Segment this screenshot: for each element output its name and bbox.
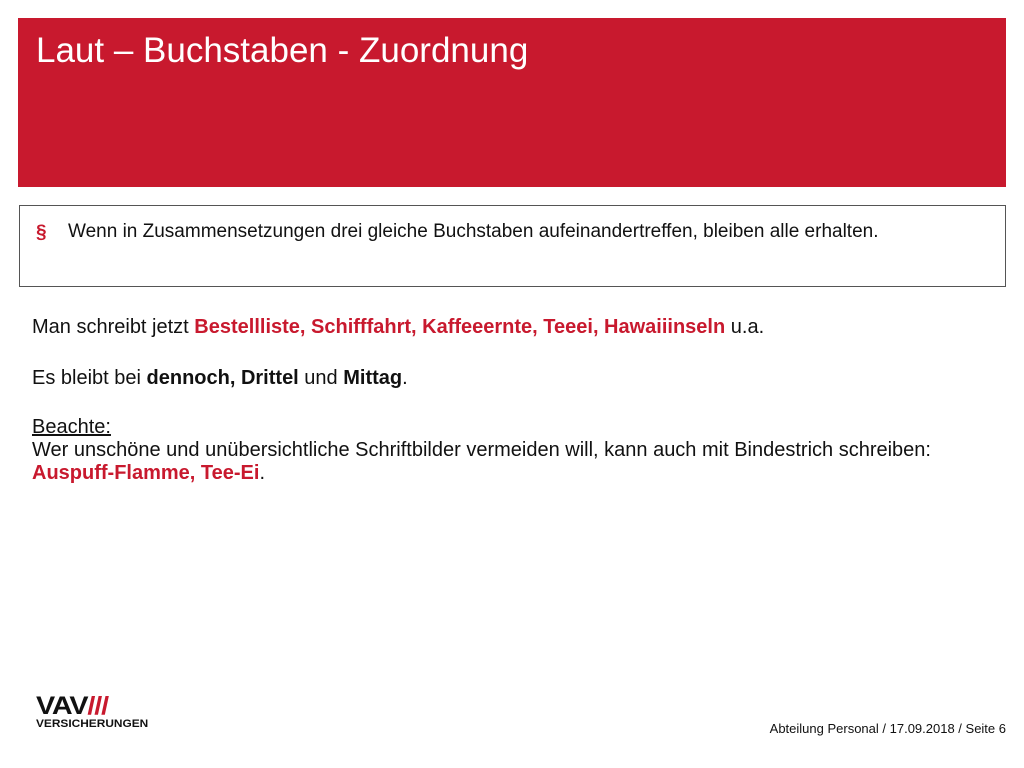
- note-paragraph: [32, 439, 992, 485]
- note-examples: Auspuff-Flamme, Tee-Ei: [32, 462, 260, 484]
- paragraph-examples: [32, 316, 992, 339]
- exceptions-intro: Es bleibt bei: [32, 367, 147, 389]
- exceptions-last-word: Mittag: [343, 367, 403, 389]
- exceptions-end: .: [402, 367, 408, 389]
- examples-intro: Man schreibt jetzt: [32, 316, 195, 338]
- footer-text: Abteilung Personal / 17.09.2018 / Seite 6: [769, 721, 1006, 736]
- logo-slashes: ///: [87, 692, 108, 720]
- paragraph-exceptions: [32, 367, 992, 390]
- note-end: .: [259, 462, 265, 484]
- note-heading-text: Beachte:: [32, 416, 111, 438]
- logo-main-text: VAV: [36, 692, 88, 720]
- examples-highlight: Bestellliste, Schifffahrt, Kaffeeernte, Teeei, Hawaiiinseln: [194, 316, 726, 338]
- logo-subtitle: VERSICHERUNGEN: [36, 718, 149, 730]
- examples-suffix: u.a.: [725, 316, 765, 338]
- logo-wordmark: [36, 694, 108, 718]
- rule-box: [19, 205, 1006, 287]
- title-banner: [18, 18, 1006, 187]
- paragraph-bullet-icon: §: [36, 222, 47, 243]
- slide-title: Laut – Buchstaben - Zuordnung: [36, 31, 529, 70]
- exceptions-words: dennoch, Drittel: [146, 367, 299, 389]
- note-heading: [32, 416, 992, 439]
- vav-logo: [36, 694, 156, 734]
- exceptions-and: und: [298, 367, 344, 389]
- slide-content: [32, 316, 992, 485]
- note-text: Wer unschöne und unübersichtliche Schriftbilder vermeiden will, kann auch mit Bindestrich schreiben:: [32, 439, 931, 461]
- rule-text: Wenn in Zusammensetzungen drei gleiche Buchstaben aufeinandertreffen, bleiben alle erhalten.: [68, 221, 879, 242]
